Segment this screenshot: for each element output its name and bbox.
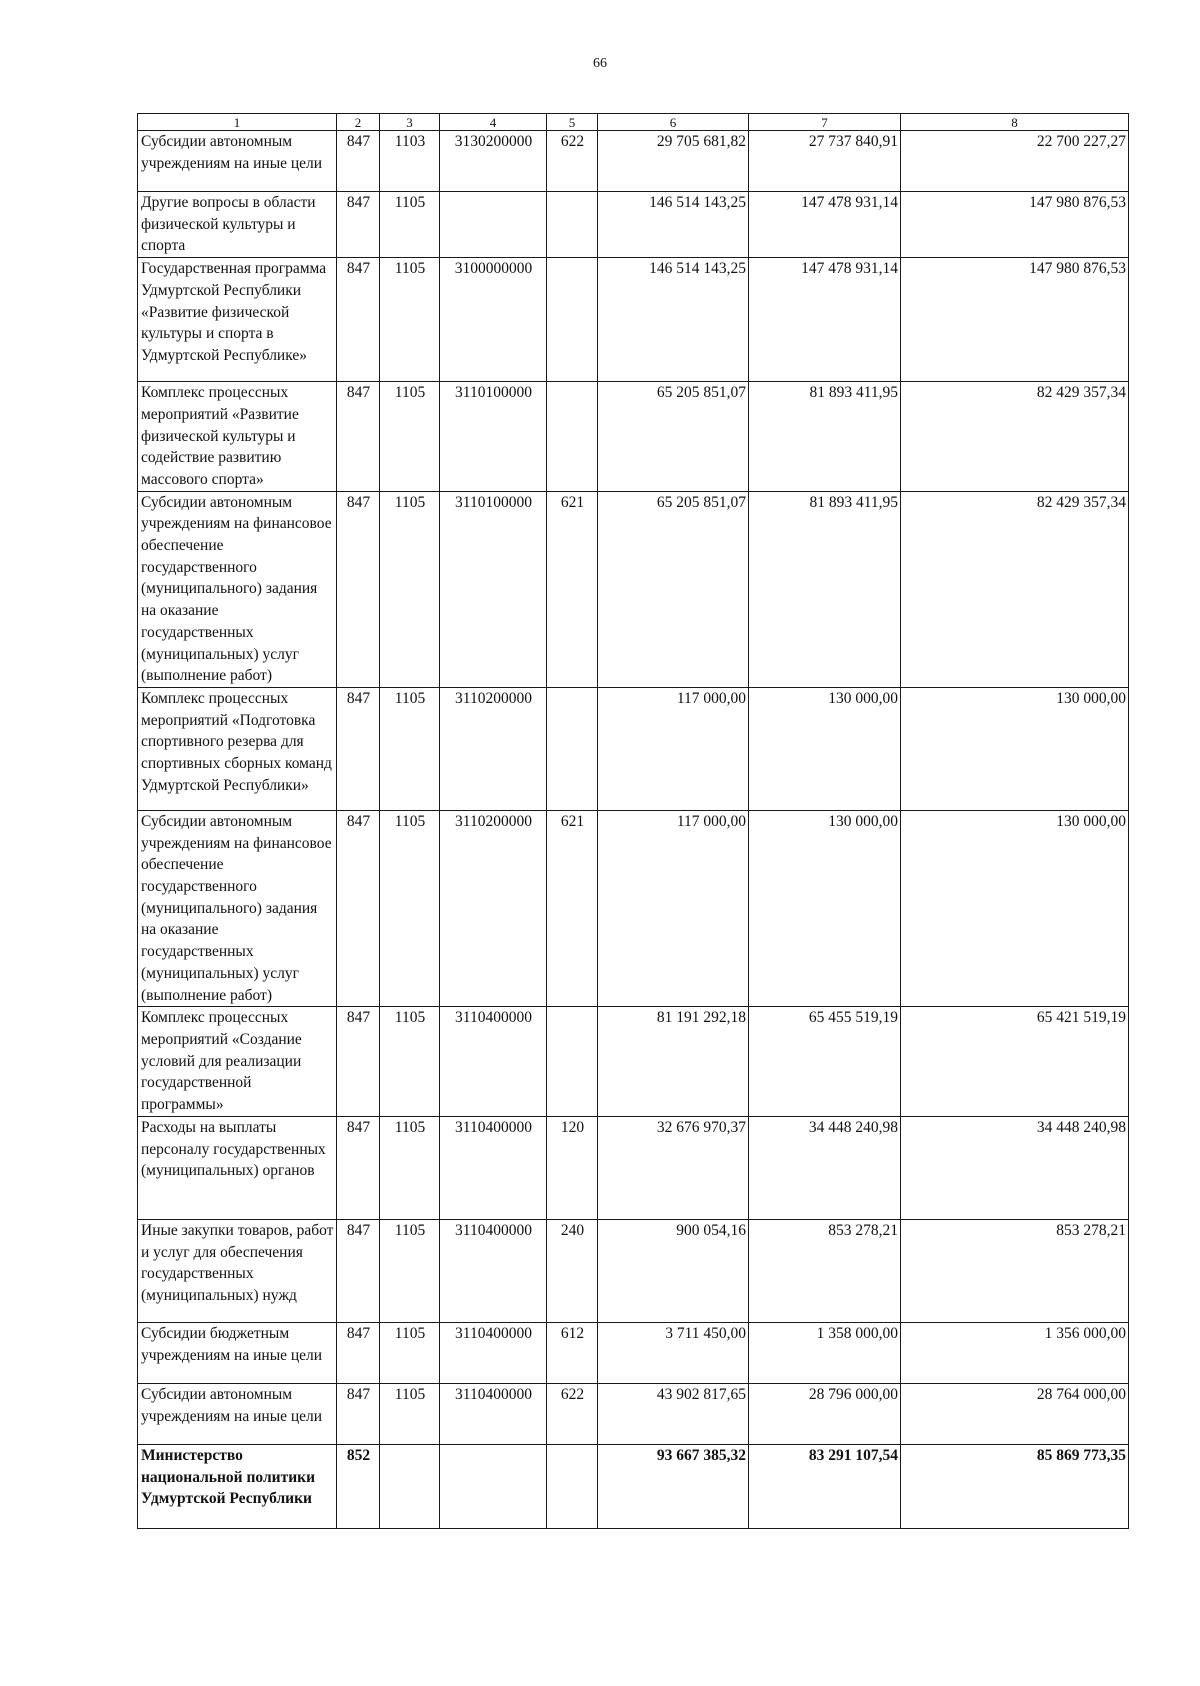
- section-code: 1105: [380, 1322, 440, 1383]
- column-header: 3: [380, 114, 440, 131]
- amount-year-2: 81 893 411,95: [749, 382, 901, 492]
- expense-type-code: 621: [547, 810, 598, 1006]
- column-header: 6: [598, 114, 749, 131]
- row-name: Субсидии бюджетным учреждениям на иные цели: [138, 1322, 337, 1383]
- expense-type-code: [547, 1007, 598, 1117]
- section-code: [380, 1444, 440, 1528]
- page-number: 66: [593, 56, 607, 71]
- column-header: 7: [749, 114, 901, 131]
- department-code: 847: [337, 1383, 380, 1444]
- department-code: 847: [337, 1322, 380, 1383]
- amount-year-2: 81 893 411,95: [749, 491, 901, 687]
- section-code: 1105: [380, 1116, 440, 1219]
- section-code: 1105: [380, 382, 440, 492]
- expense-type-code: 622: [547, 131, 598, 192]
- amount-year-2: 130 000,00: [749, 810, 901, 1006]
- table-row: [138, 1322, 1129, 1383]
- expense-type-code: 120: [547, 1116, 598, 1219]
- column-header: 5: [547, 114, 598, 131]
- table-row: [138, 1116, 1129, 1219]
- amount-year-1: 3 711 450,00: [598, 1322, 749, 1383]
- row-name: Комплекс процессных мероприятий «Подготовка спортивного резерва для спортивных сборных команд Удмуртской Республики»: [138, 687, 337, 810]
- department-code: 847: [337, 491, 380, 687]
- budget-table: [137, 113, 1129, 1529]
- table-row: [138, 687, 1129, 810]
- section-code: 1105: [380, 192, 440, 258]
- department-code: 847: [337, 1219, 380, 1322]
- expense-type-code: 612: [547, 1322, 598, 1383]
- target-article-code: [440, 1444, 547, 1528]
- target-article-code: 3110400000: [440, 1007, 547, 1117]
- amount-year-1: 93 667 385,32: [598, 1444, 749, 1528]
- amount-year-3: 130 000,00: [901, 810, 1129, 1006]
- expense-type-code: 621: [547, 491, 598, 687]
- amount-year-1: 65 205 851,07: [598, 491, 749, 687]
- section-code: 1103: [380, 131, 440, 192]
- expense-type-code: 622: [547, 1383, 598, 1444]
- target-article-code: 3110200000: [440, 687, 547, 810]
- row-name: Субсидии автономным учреждениям на иные цели: [138, 1383, 337, 1444]
- row-name: Государственная программа Удмуртской Республики «Развитие физической культуры и спорта в Удмуртской Республике»: [138, 258, 337, 382]
- amount-year-3: 82 429 357,34: [901, 491, 1129, 687]
- row-name: Другие вопросы в области физической культуры и спорта: [138, 192, 337, 258]
- target-article-code: 3110400000: [440, 1219, 547, 1322]
- department-code: 847: [337, 1116, 380, 1219]
- table-row: [138, 1444, 1129, 1528]
- table-row: [138, 258, 1129, 382]
- target-article-code: 3110400000: [440, 1383, 547, 1444]
- table-row: [138, 1383, 1129, 1444]
- amount-year-1: 117 000,00: [598, 810, 749, 1006]
- amount-year-1: 117 000,00: [598, 687, 749, 810]
- amount-year-1: 43 902 817,65: [598, 1383, 749, 1444]
- amount-year-2: 147 478 931,14: [749, 258, 901, 382]
- department-code: 847: [337, 258, 380, 382]
- table-row: [138, 491, 1129, 687]
- amount-year-1: 32 676 970,37: [598, 1116, 749, 1219]
- target-article-code: 3130200000: [440, 131, 547, 192]
- expense-type-code: [547, 1444, 598, 1528]
- amount-year-3: 22 700 227,27: [901, 131, 1129, 192]
- amount-year-3: 147 980 876,53: [901, 258, 1129, 382]
- amount-year-3: 853 278,21: [901, 1219, 1129, 1322]
- row-name: Комплекс процессных мероприятий «Создание условий для реализации государственной программы»: [138, 1007, 337, 1117]
- department-code: 847: [337, 192, 380, 258]
- target-article-code: 3110400000: [440, 1116, 547, 1219]
- table-row: [138, 131, 1129, 192]
- amount-year-2: 83 291 107,54: [749, 1444, 901, 1528]
- section-code: 1105: [380, 1007, 440, 1117]
- section-code: 1105: [380, 491, 440, 687]
- department-code: 847: [337, 1007, 380, 1117]
- department-code: 847: [337, 810, 380, 1006]
- amount-year-3: 1 356 000,00: [901, 1322, 1129, 1383]
- expense-type-code: 240: [547, 1219, 598, 1322]
- section-code: 1105: [380, 258, 440, 382]
- target-article-code: 3110100000: [440, 491, 547, 687]
- target-article-code: 3110100000: [440, 382, 547, 492]
- department-code: 847: [337, 687, 380, 810]
- amount-year-2: 853 278,21: [749, 1219, 901, 1322]
- amount-year-2: 65 455 519,19: [749, 1007, 901, 1117]
- table-header-row: [138, 114, 1129, 131]
- expense-type-code: [547, 192, 598, 258]
- expense-type-code: [547, 687, 598, 810]
- amount-year-3: 130 000,00: [901, 687, 1129, 810]
- department-code: 852: [337, 1444, 380, 1528]
- row-name: Субсидии автономным учреждениям на иные цели: [138, 131, 337, 192]
- row-name: Министерство национальной политики Удмуртской Республики: [138, 1444, 337, 1528]
- section-code: 1105: [380, 1219, 440, 1322]
- amount-year-2: 28 796 000,00: [749, 1383, 901, 1444]
- amount-year-3: 28 764 000,00: [901, 1383, 1129, 1444]
- amount-year-3: 82 429 357,34: [901, 382, 1129, 492]
- row-name: Субсидии автономным учреждениям на финансовое обеспечение государственного (муниципального) задания на оказание государственных (муниципальных) услуг (выполнение работ): [138, 810, 337, 1006]
- column-header: 8: [901, 114, 1129, 131]
- section-code: 1105: [380, 810, 440, 1006]
- target-article-code: 3110200000: [440, 810, 547, 1006]
- table-row: [138, 810, 1129, 1006]
- column-header: 2: [337, 114, 380, 131]
- amount-year-1: 900 054,16: [598, 1219, 749, 1322]
- amount-year-2: 147 478 931,14: [749, 192, 901, 258]
- amount-year-1: 29 705 681,82: [598, 131, 749, 192]
- amount-year-1: 65 205 851,07: [598, 382, 749, 492]
- amount-year-3: 34 448 240,98: [901, 1116, 1129, 1219]
- target-article-code: [440, 192, 547, 258]
- table-row: [138, 1219, 1129, 1322]
- target-article-code: 3110400000: [440, 1322, 547, 1383]
- amount-year-1: 146 514 143,25: [598, 258, 749, 382]
- column-header: 4: [440, 114, 547, 131]
- department-code: 847: [337, 382, 380, 492]
- amount-year-2: 130 000,00: [749, 687, 901, 810]
- column-header: 1: [138, 114, 337, 131]
- section-code: 1105: [380, 1383, 440, 1444]
- department-code: 847: [337, 131, 380, 192]
- row-name: Комплекс процессных мероприятий «Развитие физической культуры и содействие развитию массового спорта»: [138, 382, 337, 492]
- table-row: [138, 382, 1129, 492]
- amount-year-2: 34 448 240,98: [749, 1116, 901, 1219]
- expense-type-code: [547, 258, 598, 382]
- row-name: Расходы на выплаты персоналу государственных (муниципальных) органов: [138, 1116, 337, 1219]
- expense-type-code: [547, 382, 598, 492]
- amount-year-2: 1 358 000,00: [749, 1322, 901, 1383]
- amount-year-3: 147 980 876,53: [901, 192, 1129, 258]
- row-name: Субсидии автономным учреждениям на финансовое обеспечение государственного (муниципального) задания на оказание государственных (муниципальных) услуг (выполнение работ): [138, 491, 337, 687]
- amount-year-3: 65 421 519,19: [901, 1007, 1129, 1117]
- amount-year-3: 85 869 773,35: [901, 1444, 1129, 1528]
- row-name: Иные закупки товаров, работ и услуг для обеспечения государственных (муниципальных) нужд: [138, 1219, 337, 1322]
- amount-year-1: 146 514 143,25: [598, 192, 749, 258]
- target-article-code: 3100000000: [440, 258, 547, 382]
- table-row: [138, 1007, 1129, 1117]
- amount-year-2: 27 737 840,91: [749, 131, 901, 192]
- section-code: 1105: [380, 687, 440, 810]
- amount-year-1: 81 191 292,18: [598, 1007, 749, 1117]
- table-row: [138, 192, 1129, 258]
